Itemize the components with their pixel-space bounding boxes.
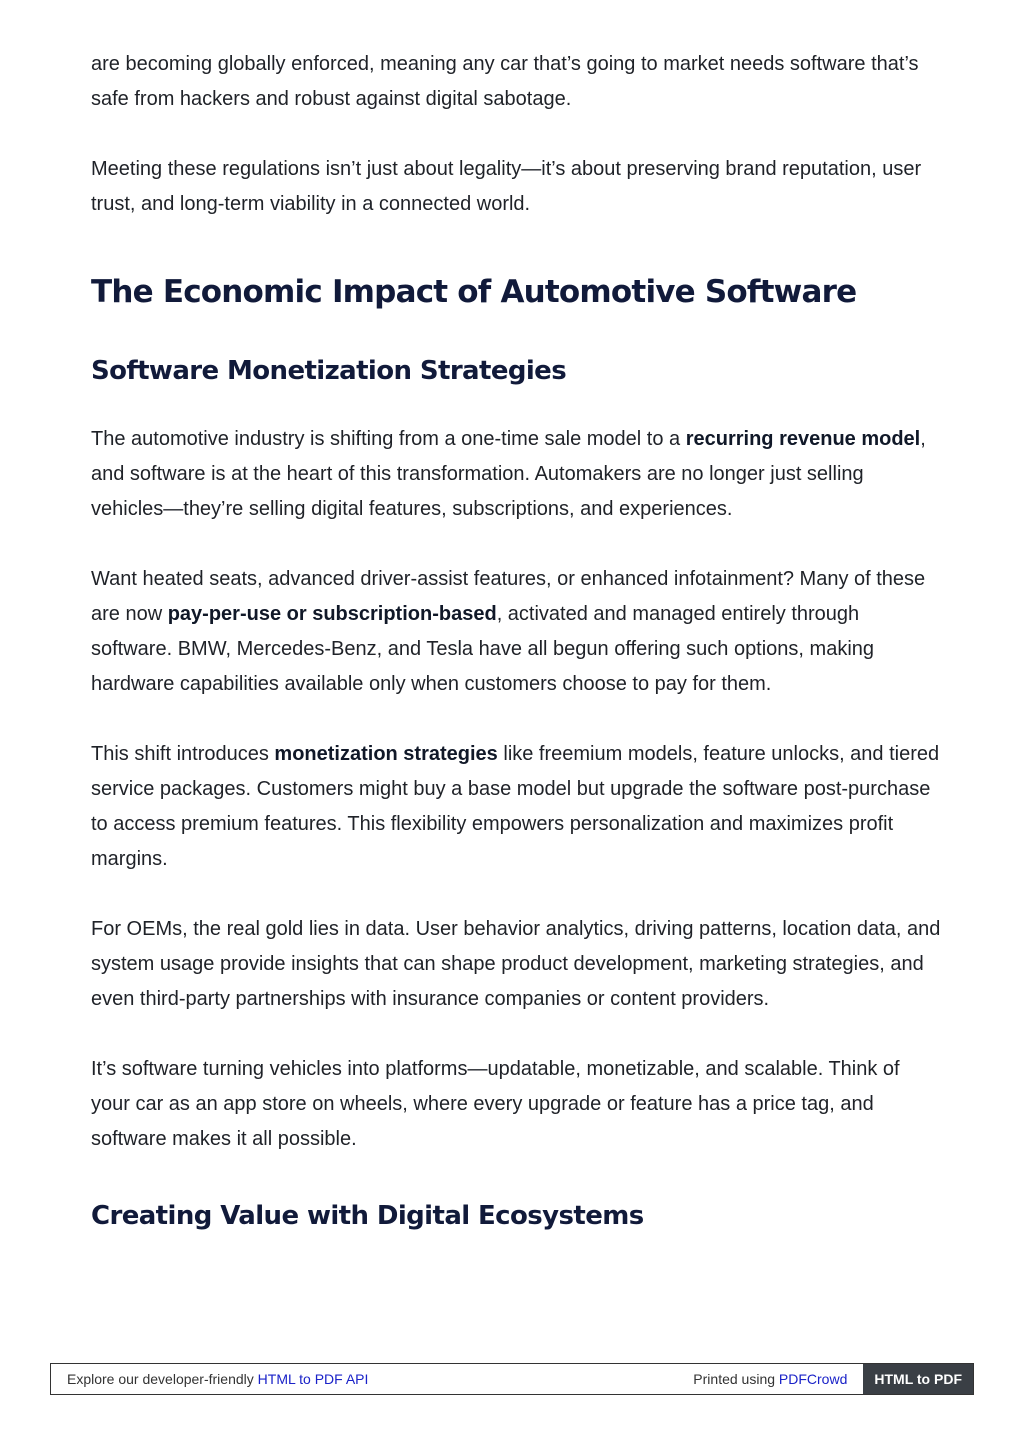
paragraph-oem-data: For OEMs, the real gold lies in data. User behavior analytics, driving patterns, location data, and system usage provide insights that can shape product development, marketing strategies, and even third-party partnerships with insurance companies or content providers. [91,918,941,1010]
bold-recurring-revenue: recurring revenue model [685,428,921,450]
paragraph-regulations-legality: Meeting these regulations isn’t just about legality—it’s about preserving brand reputation, user trust, and long-term viability in a connected world. [91,158,922,215]
html-to-pdf-api-link[interactable]: HTML to PDF API [257,1371,369,1387]
html-to-pdf-button[interactable]: HTML to PDF [863,1364,973,1394]
paragraph-pay-per-use [91,562,941,702]
text-segment: The automotive industry is shifting from a one-time sale model to a [91,428,686,450]
heading-monetization-strategies: Software Monetization Strategies [91,356,567,386]
bold-monetization-strategies: monetization strategies [274,743,498,765]
footer-explore [51,1371,693,1387]
paragraph-platforms: It’s software turning vehicles into platforms—updatable, monetizable, and scalable. Think of your car as an app store on wheels, where every upgrade or feature has a price tag, and software makes it all possible. [91,1058,900,1150]
bold-pay-per-use: pay-per-use or subscription-based [167,603,497,625]
footer-printed [693,1371,863,1387]
paragraph-monetization [91,737,941,877]
text-segment: like freemium models, feature unlocks, and tiered service packages. Customers might buy a base model but upgrade the software post-purchase to access premium features. This flexibility empowers personalization and maximizes profit margins. [91,743,940,870]
pdf-footer-bar [50,1363,974,1395]
footer-explore-text: Explore our developer-friendly [67,1371,258,1387]
pdfcrowd-link[interactable]: PDFCrowd [778,1371,848,1387]
paragraph-regulations-end: are becoming globally enforced, meaning any car that’s going to market needs software that’s safe from hackers and robust against digital sabotage. [91,53,919,110]
text-segment: , activated and managed entirely through software. BMW, Mercedes-Benz, and Tesla have all begun offering such options, making hardware capabilities available only when customers choose to pay for them. [91,603,875,695]
heading-economic-impact: The Economic Impact of Automotive Software [91,274,857,310]
text-segment: , and software is at the heart of this transformation. Automakers are no longer just selling vehicles—they’re selling digital features, subscriptions, and experiences. [91,428,926,520]
paragraph-recurring-revenue [91,422,941,527]
heading-digital-ecosystems: Creating Value with Digital Ecosystems [91,1201,644,1231]
article-content [91,47,941,1234]
text-segment: Want heated seats, advanced driver-assist features, or enhanced infotainment? Many of these are now [91,568,926,625]
footer-printed-text: Printed using [693,1371,779,1387]
text-segment: This shift introduces [91,743,275,765]
